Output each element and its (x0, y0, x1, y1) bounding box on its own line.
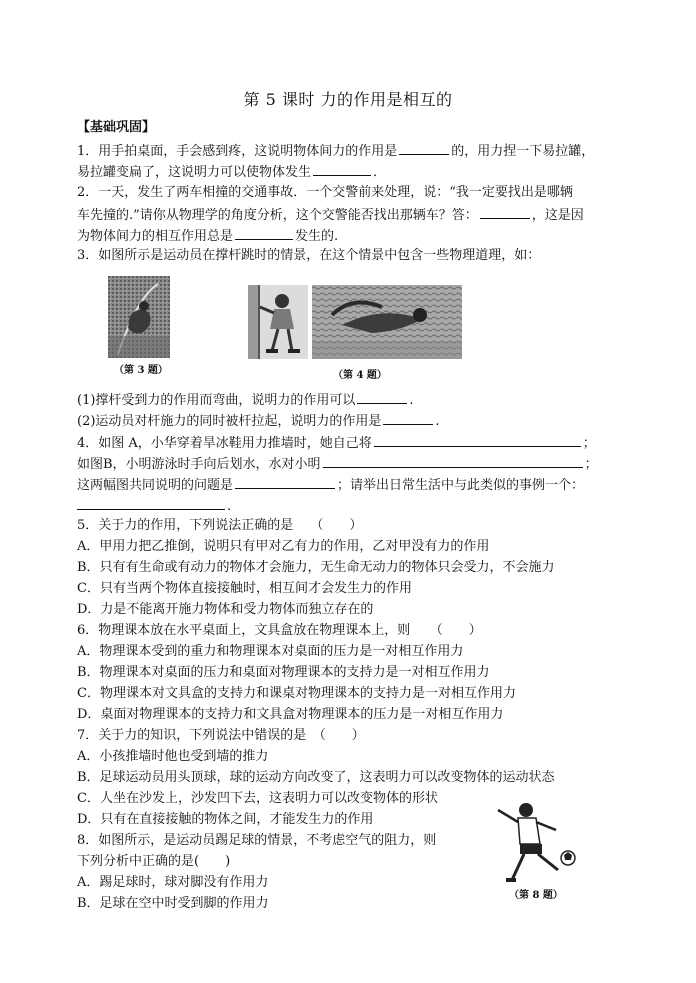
q1-blank-1[interactable] (399, 140, 449, 155)
q4-text-d: ；请举出日常生活中与此类似的事例一个： (337, 478, 585, 493)
question-3-sub-1 (77, 389, 414, 411)
figure-4b-swimmer-image (312, 285, 462, 359)
q7-option-a[interactable]: A．小孩推墙时他也受到墙的推力 (77, 749, 269, 764)
q2-blank-2[interactable] (235, 225, 293, 240)
q3-sub2-text: (2)运动员对杆施力的同时被杆拉起，说明力的作用是 (77, 414, 382, 429)
q4-semicolon-2: ； (584, 457, 598, 472)
q1-blank-2[interactable] (313, 161, 371, 176)
figure-4-caption: （第 4 题） (333, 370, 387, 381)
question-4-line-2 (77, 453, 598, 475)
question-4-line-4 (77, 495, 231, 517)
q7-option-c[interactable]: C．人坐在沙发上，沙发凹下去，这表明力可以改变物体的形状 (77, 791, 438, 806)
q4-text-c: 这两幅图共同说明的问题是 (77, 478, 234, 493)
q2-text-e: 发生的. (295, 229, 339, 244)
q1-text-a: 1．用手拍桌面，手会感到疼，这说明物体间力的作用是 (77, 144, 398, 159)
q8-option-b[interactable]: B．足球在空中时受到脚的作用力 (77, 896, 269, 911)
q2-blank-1[interactable] (480, 204, 530, 219)
figure-3-pole-vault-image (108, 276, 170, 358)
question-2-line-1: 2．一天，发生了两车相撞的交通事故．一个交警前来处理，说：“我一定要找出是哪辆 (77, 185, 573, 200)
question-8-stem-1: 8．如图所示，是运动员踢足球的情景，不考虑空气的阻力，则 (77, 833, 437, 848)
q2-text-d: 为物体间力的相互作用总是 (77, 229, 234, 244)
q4-blank-3[interactable] (235, 474, 335, 489)
question-2-line-3 (77, 225, 338, 247)
question-6-stem: 6．物理课本放在水平桌面上，文具盒放在物理课本上，则 （ ） (77, 623, 482, 638)
question-8-stem-2: 下列分析中正确的是( ) (77, 854, 231, 869)
q6-option-a[interactable]: A．物理课本受到的重力和物理课本对桌面的压力是一对相互作用力 (77, 644, 464, 659)
q4-text-a: 4．如图 A，小华穿着旱冰鞋用力推墙时，她自己将 (77, 436, 372, 451)
q3-sub2-end: . (435, 414, 440, 429)
question-7-stem: 7．关于力的知识，下列说法中错误的是 （ ） (77, 728, 365, 743)
question-3-line-1: 3．如图所示是运动员在撑杆跳时的情景，在这个情景中包含一些物理道理，如： (77, 248, 541, 263)
q4-text-b: 如图B，小明游泳时手向后划水，水对小明 (77, 457, 321, 472)
figure-4a-skater-image (248, 285, 308, 359)
q7-option-d[interactable]: D．只有在直接接触的物体之间，才能发生力的作用 (77, 812, 374, 827)
figure-8-caption: （第 8 题） (509, 890, 563, 901)
q3-sub1-end: . (409, 393, 414, 408)
figure-8-soccer-player-image (492, 800, 582, 886)
q4-blank-1[interactable] (374, 432, 581, 447)
q4-semicolon-1: ； (582, 436, 596, 451)
q7-option-b[interactable]: B．足球运动员用头顶球，球的运动方向改变了，这表明力可以改变物体的运动状态 (77, 770, 555, 785)
q5-option-d[interactable]: D．力是不能离开施力物体和受力物体而独立存在的 (77, 602, 374, 617)
q4-blank-2[interactable] (323, 453, 583, 468)
q6-option-b[interactable]: B．物理课本对桌面的压力和桌面对物理课本的支持力是一对相互作用力 (77, 665, 490, 680)
q4-text-e: . (227, 499, 232, 514)
q3-blank-2[interactable] (383, 410, 433, 425)
q2-text-c: ，这是因 (531, 208, 584, 223)
question-3-sub-2 (77, 410, 440, 432)
q1-text-c: 易拉罐变扁了，这说明力可以使物体发生 (77, 165, 312, 180)
question-1-line-2 (77, 161, 386, 183)
q3-sub1-text: (1)撑杆受到力的作用而弯曲，说明力的作用可以 (77, 393, 356, 408)
page-title: 第 5 课时 力的作用是相互的 (243, 90, 453, 109)
q5-option-b[interactable]: B．只有有生命或有动力的物体才会施力，无生命无动力的物体只会受力，不会施力 (77, 560, 555, 575)
question-5-stem: 5．关于力的作用，下列说法正确的是 （ ） (77, 518, 363, 533)
q1-text-d: ． (373, 165, 387, 180)
q8-option-a[interactable]: A．踢足球时，球对脚没有作用力 (77, 875, 269, 890)
figure-3-caption: （第 3 题） (114, 365, 168, 376)
q5-option-c[interactable]: C．只有当两个物体直接接触时，相互间才会发生力的作用 (77, 581, 412, 596)
question-4-line-3 (77, 474, 584, 496)
q4-blank-4[interactable] (77, 495, 225, 510)
question-1-line-1 (77, 140, 594, 162)
q1-text-b: 的，用力捏一下易拉罐， (451, 144, 595, 159)
q6-option-d[interactable]: D．桌面对物理课本的支持力和文具盒对物理课本的压力是一对相互作用力 (77, 707, 504, 722)
q5-option-a[interactable]: A．甲用力把乙推倒，说明只有甲对乙有力的作用，乙对甲没有力的作用 (77, 539, 490, 554)
q6-option-c[interactable]: C．物理课本对文具盒的支持力和课桌对物理课本的支持力是一对相互作用力 (77, 686, 516, 701)
q2-text-b: 车先撞的.”请你从物理学的角度分析，这个交警能否找出那辆车？答： (77, 208, 478, 223)
question-4-line-1 (77, 432, 596, 454)
question-2-line-2 (77, 204, 584, 226)
q3-blank-1[interactable] (357, 389, 407, 404)
section-heading: 【基础巩固】 (77, 120, 156, 135)
